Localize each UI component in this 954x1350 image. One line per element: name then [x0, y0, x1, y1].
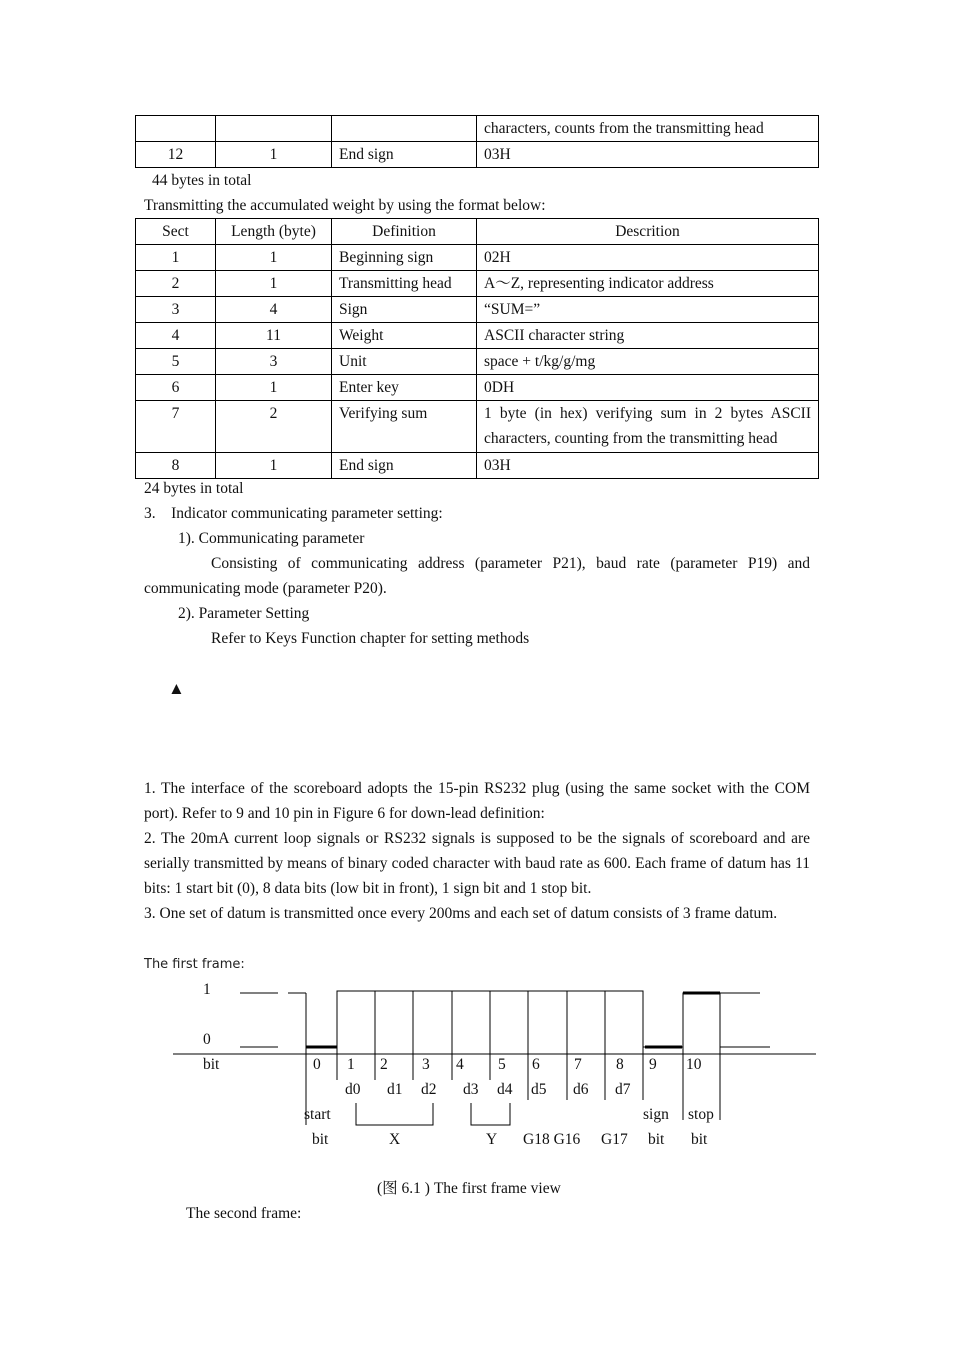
- cell: 1: [216, 375, 332, 401]
- cell: End sign: [332, 453, 477, 479]
- cell: 3: [136, 297, 216, 323]
- cell: 12: [136, 142, 216, 168]
- cell: 6: [136, 375, 216, 401]
- first-frame-timing-diagram: [0, 975, 954, 1175]
- bit-axis-label: bit: [203, 1056, 220, 1073]
- level-low-label: 0: [203, 1031, 211, 1048]
- cell: End sign: [332, 142, 477, 168]
- paragraph-3: 3. One set of datum is transmitted once every 200ms and each set of datum consists of 3 frame datum.: [144, 905, 778, 922]
- cell: [332, 116, 477, 142]
- data-bit-label: d4: [497, 1081, 513, 1098]
- paragraph-2: 2. The 20mA current loop signals or RS232 signals is supposed to be the signals of scoreboard and are serially transmitted by means of binary coded character with baud rate as 600. Each frame of datum has 11 bits: 1 start bit (0), 8 data bits (low bit in front), 1 sign bit and 1 stop bit.: [144, 830, 810, 897]
- section-3-title: 3. Indicator communicating parameter setting:: [144, 505, 443, 522]
- table-row: [136, 142, 819, 168]
- cell: 0DH: [477, 375, 819, 401]
- cell-line: characters, counting from the transmitting head: [484, 430, 778, 447]
- data-bit-label: d0: [345, 1081, 361, 1098]
- waveform: [306, 991, 770, 1047]
- cell-verifying-sum-desc: [477, 401, 819, 453]
- table-row: [136, 323, 819, 349]
- bit-number: 9: [649, 1056, 657, 1073]
- cell: “SUM=”: [477, 297, 819, 323]
- subsection-1-title: 1). Communicating parameter: [178, 530, 365, 547]
- column-header: Length (byte): [216, 219, 332, 245]
- diagram-lines: [173, 991, 816, 1125]
- table-row: [136, 116, 819, 142]
- cell: characters, counts from the transmitting head: [477, 116, 819, 142]
- stop-bit-label: stop: [688, 1106, 714, 1123]
- sign-bit-label-2: bit: [648, 1131, 665, 1148]
- cell: 1: [216, 453, 332, 479]
- cell: Transmitting head: [332, 271, 477, 297]
- column-header: Sect: [136, 219, 216, 245]
- cell: Beginning sign: [332, 245, 477, 271]
- table-row: [136, 349, 819, 375]
- table-accumulated-weight: [135, 218, 819, 479]
- bit-number: 2: [380, 1056, 388, 1073]
- data-bit-label: d6: [573, 1081, 589, 1098]
- group-g17-label: G17: [601, 1131, 628, 1148]
- table-row: [136, 453, 819, 479]
- second-frame-label: The second frame:: [186, 1205, 302, 1222]
- bit-number: 0: [313, 1056, 321, 1073]
- group-y-label: Y: [486, 1131, 498, 1148]
- figure-caption: (图 6.1 ) The first frame view: [377, 1180, 561, 1197]
- cell: [136, 116, 216, 142]
- cell: space + t/kg/g/mg: [477, 349, 819, 375]
- data-bit-label: d5: [531, 1081, 547, 1098]
- cell: 1: [216, 245, 332, 271]
- cell: 5: [136, 349, 216, 375]
- bit-number: 8: [616, 1056, 624, 1073]
- table-header-row: [136, 219, 819, 245]
- cell: Verifying sum: [332, 401, 477, 453]
- paragraph-1: 1. The interface of the scoreboard adopts the 15-pin RS232 plug (using the same socket with the COM port). Refer to 9 and 10 pin in Figure 6 for down-lead definition:: [144, 780, 810, 822]
- bytes-total-44: 44 bytes in total: [152, 172, 252, 189]
- cell: 02H: [477, 245, 819, 271]
- group-g-labels: G18 G16: [523, 1131, 581, 1148]
- cell: 4: [216, 297, 332, 323]
- cell: 1: [136, 245, 216, 271]
- bit-number: 3: [422, 1056, 430, 1073]
- bytes-total-24: 24 bytes in total: [144, 480, 244, 497]
- bracket-y: [471, 1103, 510, 1125]
- cell: [216, 116, 332, 142]
- data-bit-label: d2: [421, 1081, 437, 1098]
- cell: 11: [216, 323, 332, 349]
- cell: 03H: [477, 142, 819, 168]
- bracket-x: [356, 1103, 433, 1125]
- cell: Sign: [332, 297, 477, 323]
- table-row: [136, 245, 819, 271]
- cell: 8: [136, 453, 216, 479]
- table-continuation: [135, 115, 819, 168]
- table-row: [136, 375, 819, 401]
- cell: ASCII character string: [477, 323, 819, 349]
- bit-number: 5: [498, 1056, 506, 1073]
- cell: Enter key: [332, 375, 477, 401]
- cell: 1: [216, 271, 332, 297]
- bit-number: 6: [532, 1056, 540, 1073]
- start-bit-label: start: [304, 1106, 331, 1123]
- start-bit-label-2: bit: [312, 1131, 329, 1148]
- column-header: Descrition: [477, 219, 819, 245]
- bit-number: 10: [686, 1056, 702, 1073]
- triangle-icon: ▲: [168, 679, 185, 698]
- data-bit-label: d1: [387, 1081, 403, 1098]
- subsection-2-title: 2). Parameter Setting: [178, 605, 310, 622]
- frame-label: The first frame:: [144, 957, 245, 972]
- cell: A～Z, representing indicator address: [477, 271, 819, 297]
- cell: 2: [216, 401, 332, 453]
- cell: 4: [136, 323, 216, 349]
- cell: 03H: [477, 453, 819, 479]
- table-row: [136, 297, 819, 323]
- column-header: Definition: [332, 219, 477, 245]
- stop-bit-label-2: bit: [691, 1131, 708, 1148]
- cell: 7: [136, 401, 216, 453]
- cell-line: 1 byte (in hex) verifying sum in 2 bytes ASCII: [484, 405, 811, 422]
- level-high-label: 1: [203, 981, 211, 998]
- table-row: [136, 401, 819, 453]
- accum-intro: Transmitting the accumulated weight by using the format below:: [144, 197, 546, 214]
- bit-number: 4: [456, 1056, 464, 1073]
- table-row: [136, 271, 819, 297]
- bit-number: 7: [574, 1056, 582, 1073]
- data-bit-label: d7: [615, 1081, 631, 1098]
- cell: 1: [216, 142, 332, 168]
- cell: Unit: [332, 349, 477, 375]
- cell: Weight: [332, 323, 477, 349]
- group-x-label: X: [389, 1131, 401, 1148]
- subsection-2-text: Refer to Keys Function chapter for setting methods: [211, 630, 530, 647]
- bit-number: 1: [347, 1056, 355, 1073]
- subsection-1-text: Consisting of communicating address (parameter P21), baud rate (parameter P19) and communicating mode (parameter P20).: [144, 555, 810, 597]
- data-bit-label: d3: [463, 1081, 479, 1098]
- sign-bit-label: sign: [643, 1106, 669, 1123]
- cell: 2: [136, 271, 216, 297]
- cell: 3: [216, 349, 332, 375]
